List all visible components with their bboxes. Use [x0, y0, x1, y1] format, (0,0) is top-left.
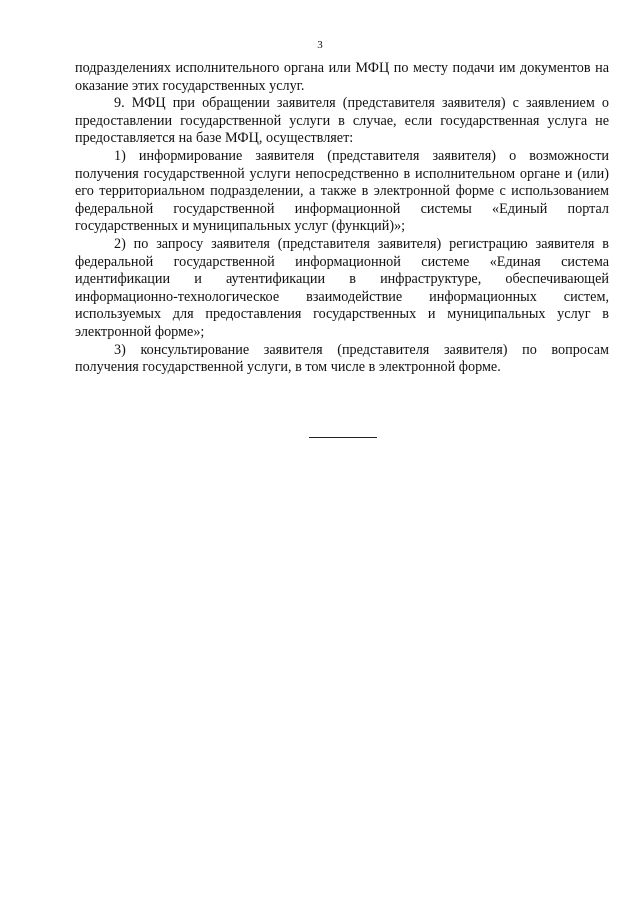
paragraph-item-9-1: 1) информирование заявителя (представителя заявителя) о возможности получения государственной услуги непосредственно в исполнительном органе и (или) его территориальном подразделении, а также в электронной форме с использованием федеральной государственной информационной системы «Единый портал государственных и муниципальных услуг (функций)»; [75, 147, 609, 235]
paragraph-item-9-3: 3) консультирование заявителя (представителя заявителя) по вопросам получения государственной услуги, в том числе в электронной форме. [75, 341, 609, 376]
paragraph-item-9: 9. МФЦ при обращении заявителя (представителя заявителя) с заявлением о предоставлении государственной услуги в случае, если государственная услуга не предоставляется на базе МФЦ, осуществляет: [75, 95, 609, 147]
end-of-text-rule [309, 437, 377, 438]
document-body [75, 60, 609, 377]
paragraph-continuation: подразделениях исполнительного органа или МФЦ по месту подачи им документов на оказание этих государственных услуг. [75, 60, 609, 94]
page-number: 3 [317, 39, 323, 51]
paragraph-item-9-2: 2) по запросу заявителя (представителя заявителя) регистрацию заявителя в федеральной государственной информационной системе «Единая система идентификации и аутентификации в инфраструктуре, обеспечивающей информационно-технологическое взаимодействие информационных систем, используемых для предоставления государственных и муниципальных услуг в электронной форме»; [75, 235, 609, 340]
